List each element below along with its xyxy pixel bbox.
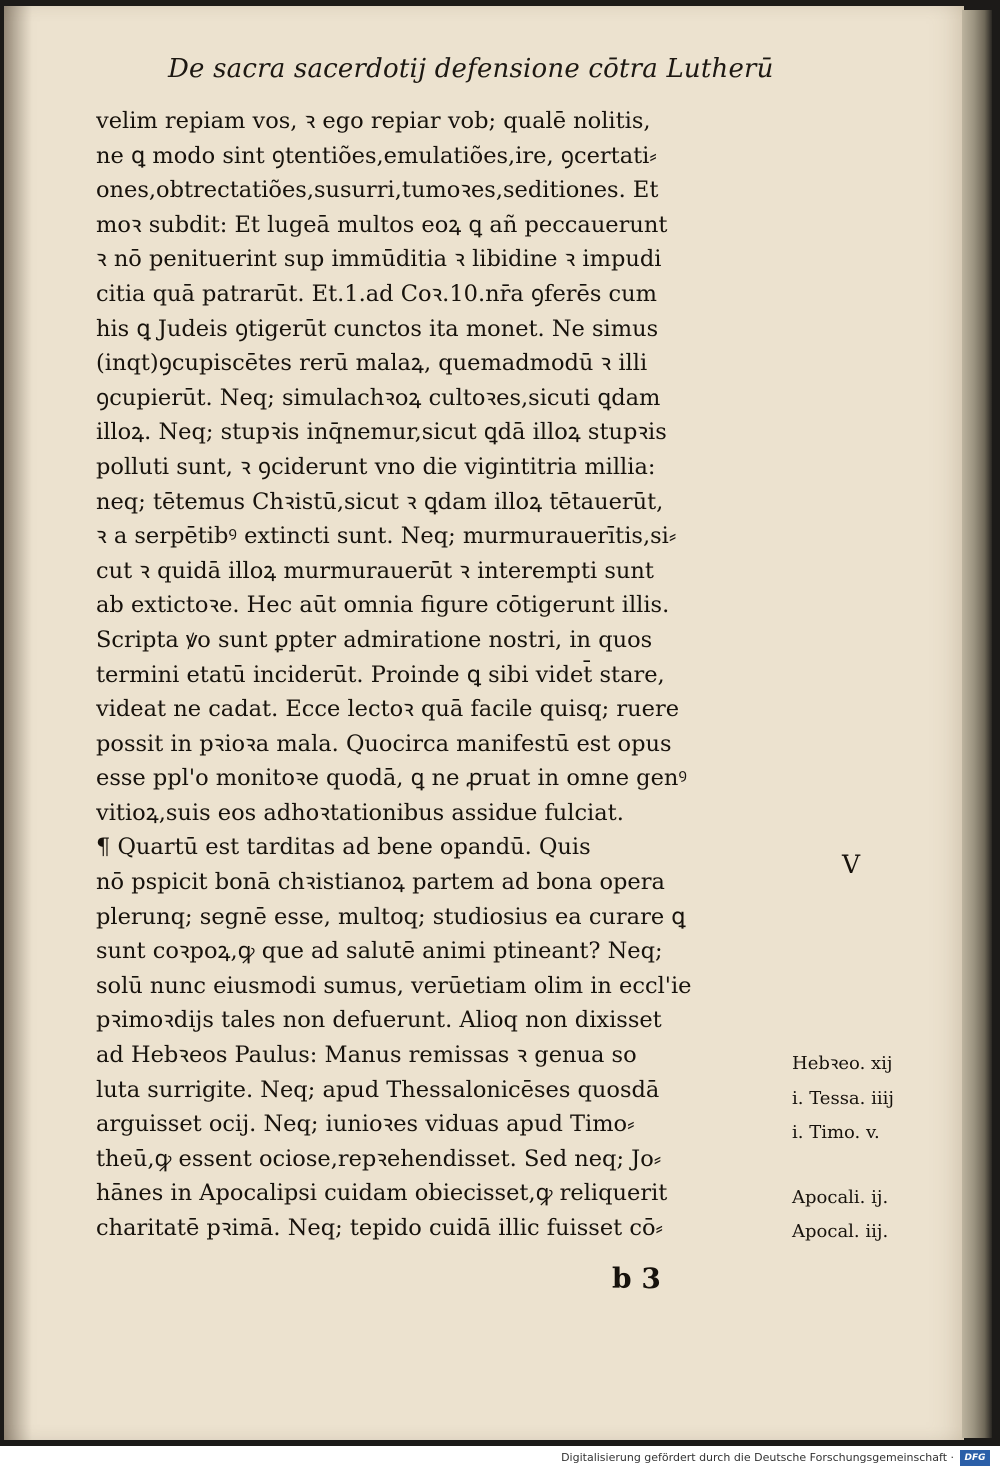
margin-note: i. Tessa. iiij bbox=[792, 1087, 894, 1109]
margin-note: i. Timo. v. bbox=[792, 1122, 880, 1144]
text-line: arguisset ocij. Neq; iunioꝛes viduas apud Timo⸗ bbox=[96, 1111, 635, 1138]
text-line: plerunq; segnē esse, multoq; studiosius ea curare ꝗ bbox=[96, 903, 686, 930]
text-line: polluti sunt, ꝛ ꝯciderunt vno die vigintitria millia: bbox=[96, 453, 656, 480]
text-line: cut ꝛ quidā illoꝝ murmurauerūt ꝛ interempti sunt bbox=[96, 557, 654, 584]
text-line: ab extictoꝛe. Hec aūt omnia figure cōtigerunt illis. bbox=[96, 592, 670, 619]
text-line: esse ppl'o monitoꝛe quodā, ꝗ ne ꝓruat in omne genꝰ bbox=[96, 765, 687, 792]
gutter-shadow bbox=[4, 6, 32, 1440]
text-line: Scripta ꝟo sunt ꝑpter admiratione nostri, in quos bbox=[96, 626, 653, 653]
funding-text: Digitalisierung gefördert durch die Deutsche Forschungsgemeinschaft · bbox=[561, 1451, 954, 1464]
funding-footer bbox=[0, 1446, 1000, 1472]
text-line: ones,obtrectatiões,susurri,tumoꝛes,seditiones. Et bbox=[96, 177, 659, 204]
dfg-logo: DFG bbox=[960, 1450, 990, 1466]
text-line: nō pspicit bonā chꝛistianoꝝ partem ad bona opera bbox=[96, 869, 665, 896]
text-line: his ꝗ Judeis ꝯtigerūt cunctos ita monet. Ne simus bbox=[96, 315, 659, 342]
text-line: vitioꝝ,suis eos adhoꝛtationibus assidue fulciat. bbox=[96, 799, 624, 826]
text-line: illoꝝ. Neq; stupꝛis inq̄nemur,sicut ꝗdā illoꝝ stupꝛis bbox=[96, 419, 667, 446]
margin-note: Apocali. ij. bbox=[792, 1186, 889, 1208]
page-edge bbox=[962, 10, 992, 1438]
text-line: ad Hebꝛeos Paulus: Manus remissas ꝛ genua so bbox=[96, 1042, 637, 1069]
signature-mark: b 3 bbox=[612, 1262, 661, 1295]
margin-note: Apocal. iij. bbox=[792, 1221, 889, 1243]
text-line: termini etatū inciderūt. Proinde ꝗ sibi videt̄ stare, bbox=[96, 661, 665, 688]
body-text bbox=[96, 104, 801, 1246]
text-line: solū nunc eiusmodi sumus, verūetiam olim in eccl'ie bbox=[96, 972, 692, 999]
text-line: moꝛ subdit: Et lugeā multos eoꝝ ꝗ añ peccauerunt bbox=[96, 211, 668, 238]
text-line: ꝛ a serpētibꝰ extincti sunt. Neq; murmurauerītis,si⸗ bbox=[96, 523, 677, 550]
margin-section-letter: V bbox=[842, 850, 861, 879]
text-line: videat ne cadat. Ecce lectoꝛ quā facile quisq; ruere bbox=[96, 696, 680, 723]
text-line: ꝛ nō penituerint sup immūditia ꝛ libidine ꝛ impudi bbox=[96, 246, 662, 273]
text-line: pꝛimoꝛdijs tales non defuerunt. Alioq non dixisset bbox=[96, 1007, 662, 1034]
running-head: De sacra sacerdotij defensione cōtra Lutherū bbox=[168, 54, 774, 84]
text-line: ¶ Quartū est tarditas ad bene opandū. Quis bbox=[96, 834, 591, 861]
margin-notes bbox=[792, 1047, 952, 1250]
text-line: ne ꝗ modo sint ꝯtentiões,emulatiões,ire, ꝯcertati⸗ bbox=[96, 142, 657, 169]
text-line: possit in pꝛioꝛa mala. Quocirca manifestū est opus bbox=[96, 730, 672, 757]
text-line: (inqt)ꝯcupiscētes rerū malaꝝ, quemadmodū ꝛ illi bbox=[96, 350, 648, 377]
text-line: luta surrigite. Neq; apud Thessalonicēses quosdā bbox=[96, 1076, 660, 1103]
text-line: citia quā patrarūt. Et.1.ad Coꝛ.10.nr̄a ꝯferēs cum bbox=[96, 280, 657, 307]
text-line: charitatē pꝛimā. Neq; tepido cuidā illic fuisset cō⸗ bbox=[96, 1215, 663, 1241]
text-line: neq; tētemus Chꝛistū,sicut ꝛ ꝗdam illoꝝ tētauerūt, bbox=[96, 488, 664, 515]
text-line: velim repiam vos, ꝛ ego repiar vob; qualē nolitis, bbox=[96, 108, 651, 134]
text-line: theū,ꝙ essent ociose,repꝛehendisset. Sed neq; Jo⸗ bbox=[96, 1145, 662, 1172]
text-line: hānes in Apocalipsi cuidam obiecisset,ꝙ reliquerit bbox=[96, 1180, 668, 1207]
text-line: sunt coꝛpoꝝ,ꝙ que ad salutē animi ptineant? Neq; bbox=[96, 938, 663, 965]
margin-note: Hebꝛeo. xij bbox=[792, 1053, 893, 1074]
text-line: ꝯcupierūt. Neq; simulachꝛoꝝ cultoꝛes,sicuti ꝗdam bbox=[96, 384, 661, 411]
